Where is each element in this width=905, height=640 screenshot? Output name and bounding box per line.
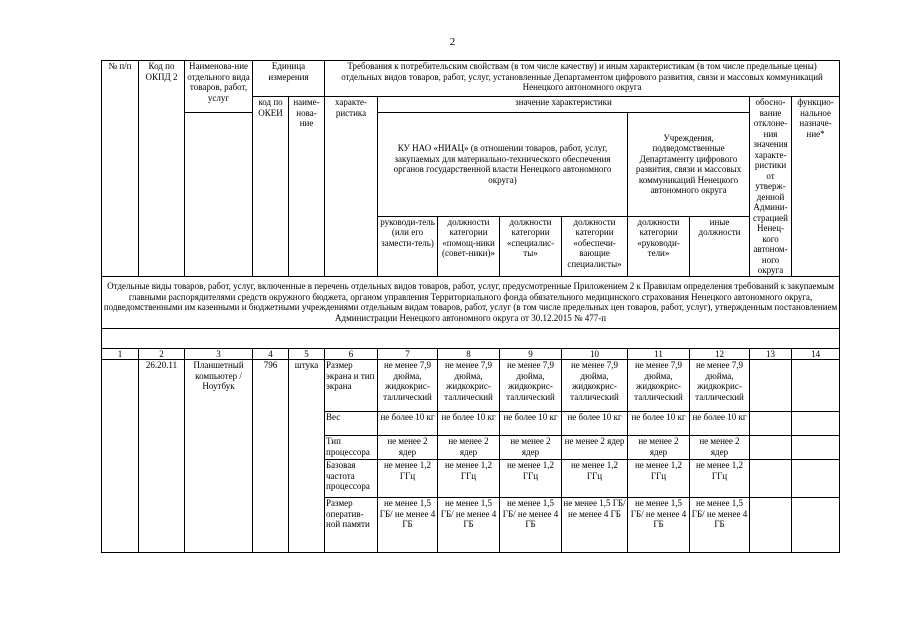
- row-purpose: [792, 460, 840, 498]
- row-justification: [750, 436, 792, 460]
- row-value: не менее 1,2 ГГц: [378, 460, 438, 498]
- table-gap: [102, 328, 840, 348]
- row-value: не менее 2 ядер: [438, 436, 500, 460]
- row-value: не менее 1,2 ГГц: [628, 460, 690, 498]
- row-value: не менее 7,9 дюйма, жидкокрис-таллический: [378, 360, 438, 412]
- row-justification: [750, 360, 792, 412]
- item-okpd: 26.20.11: [139, 360, 185, 553]
- header-unit: Единица измерения: [253, 61, 325, 97]
- header-unit-code: код по ОКЕИ: [253, 97, 289, 277]
- column-number: 2: [139, 348, 185, 360]
- row-value: не менее 1,2 ГГц: [562, 460, 628, 498]
- row-value: не менее 2 ядер: [562, 436, 628, 460]
- column-number: 14: [792, 348, 840, 360]
- item-unit: штука: [289, 360, 325, 553]
- header-sub-head: руководи-тель (или его замести-тель): [378, 216, 438, 276]
- row-characteristic: Базовая частота процессора: [325, 460, 378, 498]
- row-value: не менее 1,5 ГБ/ не менее 4 ГБ: [500, 498, 562, 553]
- header-justification: обосно-вание отклоне-ния значения характе-ристики от утверж-денной Админи-страцией Ненец-кого автоном-ного округа: [750, 97, 792, 277]
- column-number-row: [102, 348, 840, 360]
- column-number: 11: [628, 348, 690, 360]
- row-value: не менее 1,5 ГБ/ не менее 4 ГБ: [690, 498, 750, 553]
- column-number: 12: [690, 348, 750, 360]
- row-value: не более 10 кг: [690, 412, 750, 436]
- table-row: [102, 360, 840, 412]
- row-value: не менее 2 ядер: [500, 436, 562, 460]
- row-purpose: [792, 360, 840, 412]
- row-purpose: [792, 498, 840, 553]
- header-group-subordinate: Учреждения, подведомственные Департаменту цифрового развития, связи и массовых коммуникаций Ненецкого автономного округа: [628, 113, 750, 217]
- row-value: не менее 1,5 ГБ/ не менее 4 ГБ: [378, 498, 438, 553]
- row-value: не менее 7,9 дюйма, жидкокрис-таллический: [500, 360, 562, 412]
- row-value: не менее 1,5 ГБ/ не менее 4 ГБ: [628, 498, 690, 553]
- row-value: не менее 1,5 ГБ/ не менее 4 ГБ: [562, 498, 628, 553]
- column-number: 6: [325, 348, 378, 360]
- row-characteristic: Тип процессора: [325, 436, 378, 460]
- header-purpose: функцио-нальное назначе-ние*: [792, 97, 840, 277]
- column-number: 5: [289, 348, 325, 360]
- row-value: не менее 7,9 дюйма, жидкокрис-таллический: [562, 360, 628, 412]
- header-sub-other: иные должности: [690, 216, 750, 276]
- row-value: не менее 2 ядер: [628, 436, 690, 460]
- row-characteristic: Размер экрана и тип экрана: [325, 360, 378, 412]
- column-number: 3: [185, 348, 253, 360]
- row-value: не менее 1,5 ГБ/ не менее 4 ГБ: [438, 498, 500, 553]
- row-value: не менее 1,2 ГГц: [500, 460, 562, 498]
- header-okpd: Код по ОКПД 2: [139, 61, 185, 277]
- header-num: № п/п: [102, 61, 139, 277]
- column-number: 7: [378, 348, 438, 360]
- page-number: 2: [449, 36, 456, 48]
- header-characteristic: характе-ристика: [325, 97, 378, 277]
- section-note: Отдельные виды товаров, работ, услуг, включенные в перечень отдельных видов товаров, работ, услуг, предусмотренные Приложением 2 к Правилам определения требований к закупаемым главными распорядителями средств окружного бюджета, органом управления Территориального фонда обязательного медицинского страхования Ненецкого автономного округа, подведомственными им казенными и бюджетными учреждениями отдельным видам товаров, работ, услуг (в том числе предельных цен товаров, работ, услуг), утвержденным постановлением Администрации Ненецкого автономного округа от 30.12.2015 № 477-п: [102, 276, 840, 328]
- requirements-table: [101, 60, 840, 553]
- row-value: не более 10 кг: [628, 412, 690, 436]
- row-value: не менее 1,2 ГГц: [438, 460, 500, 498]
- row-value: не менее 7,9 дюйма, жидкокрис-таллический: [628, 360, 690, 412]
- row-value: не менее 2 ядер: [378, 436, 438, 460]
- row-value: не менее 7,9 дюйма, жидкокрис-таллический: [690, 360, 750, 412]
- item-name: Планшетный компьютер / Ноутбук: [185, 360, 253, 553]
- row-justification: [750, 460, 792, 498]
- row-justification: [750, 498, 792, 553]
- header-sub-assistants: должности категории «помощ-ники (совет-ники)»: [438, 216, 500, 276]
- row-value: не менее 7,9 дюйма, жидкокрис-таллический: [438, 360, 500, 412]
- header-sub-specialists: должности категории «специалис-ты»: [500, 216, 562, 276]
- header-sub-managers: должности категории «руководи-тели»: [628, 216, 690, 276]
- header-sub-support: должности категории «обеспечи-вающие специалисты»: [562, 216, 628, 276]
- column-number: 8: [438, 348, 500, 360]
- row-characteristic: Размер оператив-ной памяти: [325, 498, 378, 553]
- header-value: значение характеристики: [378, 97, 750, 113]
- row-purpose: [792, 412, 840, 436]
- column-number: 13: [750, 348, 792, 360]
- row-value: не более 10 кг: [500, 412, 562, 436]
- row-characteristic: Вес: [325, 412, 378, 436]
- row-value: не менее 2 ядер: [690, 436, 750, 460]
- column-number: 9: [500, 348, 562, 360]
- column-number: 4: [253, 348, 289, 360]
- row-justification: [750, 412, 792, 436]
- row-value: не менее 1,2 ГГц: [690, 460, 750, 498]
- header-group-niac: КУ НАО «НИАЦ» (в отношении товаров, работ, услуг, закупаемых для материально-технического обеспечения органов государственной власти Ненецкого автономного округа): [378, 113, 628, 217]
- item-num: [102, 360, 139, 553]
- column-number: 10: [562, 348, 628, 360]
- row-value: не более 10 кг: [378, 412, 438, 436]
- row-value: не более 10 кг: [438, 412, 500, 436]
- header-unit-name: наиме-нова-ние: [289, 97, 325, 277]
- column-number: 1: [102, 348, 139, 360]
- row-purpose: [792, 436, 840, 460]
- item-okei: 796: [253, 360, 289, 553]
- row-value: не более 10 кг: [562, 412, 628, 436]
- header-requirements: Требования к потребительским свойствам (в том числе качеству) и иным характеристикам (в том числе предельные цены) отдельных видов товаров, работ, услуг, установленные Департаментом цифрового развития, связи и массовых коммуникаций Ненецкого автономного округа: [325, 61, 840, 97]
- header-name: Наименова-ние отдельного вида товаров, работ, услуг: [185, 61, 253, 113]
